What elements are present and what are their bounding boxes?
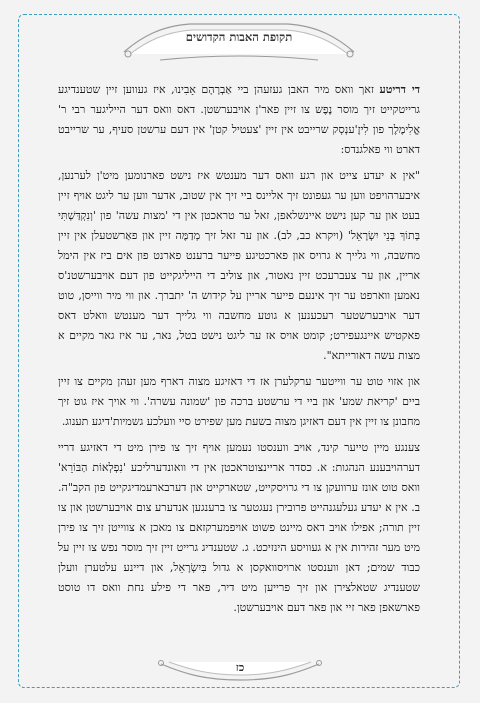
paragraph-1 [58,80,420,160]
paragraph-1-lead: די דריטע [379,83,420,96]
paragraph-1-text: זאך וואס מיר האבן געזעהן ביי אַבְרָהָם אָבִינוּ, איז געווען זיין שטענדיגע גרייטקייט זיך מוסר נֶפֶש צו זיין פאר'ן אויבערשטן. דאס וואס דער הייליגער רבי ר' אֱלִימֶלֶך פון לִיזֶ'ענְסְק שרייבט אין זיין 'צעטיל קטן' אין דעם ערשטן סעיף, ער שרייבט דארט ווי פאלגנדס: [58,83,420,156]
paragraph-3 [58,372,420,432]
paragraph-4 [58,438,420,618]
paragraph-4-text: צענגע מיין טייער קינד, אויב ווענסטו נעמען אויף זיך צו פירן מיט די דאזיגע דריי דערהויבענע הנהגות: א. כסדר אריינצוטראכטן אין די וואונדערליכע 'נִפְלְאוֹת הַבּוֹרֵא' וואס טוט אונז ערוועקן צו די גרויסקייט, שטארקייט און דערבארעמדיגקייט פון הקב"ה. ב. אין א יעדע געלעגנהייט פרובירן נעגטער צו ברענגען אנדערע צום אויבערשטן און צו זיין תורה; אפילו אויב דאס מיינט פשוט אויפמערקזאם צו מאכן א צווייטן זיך צו פירן מיט מער זהירות אין א געוויסע הינזיכט. ג. שטענדיג גרייט זיין זיך מוסר נפש צו זיין על כבוד שמים; דאן ווענסטו ארויסוואקסן א גדול בִּיִשְׂרָאֵל, און דיינע עלטערן וועלן שטענדיג שטאלצירן און זיך פרייען מיט דיר, פאר די פילע נחת וואס דו טוסט פארשאפן פאר זיי און פאר דעם אויבערשטן. [58,441,420,614]
page-number: כז [235,661,245,674]
paragraph-2-text: "אין א יעדע צייט און רגע וואס דער מענטש איז נישט פארנומען מיט'ן לערנען, איבערהויפט ווען ער געפונט זיך אליינס ביי זיך אין שטוב, אדער ווען ער ליגט אויף זיין בעט און ער קען נישט איינשלאפן, זאל ער טראכטן אין די 'מצות עשה' פון 'וְנִקְדַּשְׁתִּי בְּתוֹךְ בְּנֵי יִשְׂרָאֵל' (ויקרא כב, לב). און ער זאל זיך מְדַמֶּה זיין און פאַרשטעלן אין זיין מחשבה, ווי גלייך א גרויס און פארכטיגע פייער ברענט פארנט פון אים ביז אין הימל אריין, און ער צעברעכט זיין נאטור, און צוליב די הייליגקייט פון דעם אויבערשטנ'ס נאמען ווארפט ער זיך אינעם פייער אריין על קידוש ה' יתברך. און ווי מיר ווייסן, טוט דער אויבערשטער רעכענען א גוטע מחשבה ווי גלייך דער מענטש וואלט דאס פאקטיש איינגעפירט; קומט אויס אז ער ליגט נישט בטל, נאר, ער איז גאר מקיים א מצות עשה דאורייתא". [58,169,420,362]
paragraph-3-text: און אזוי טוט ער ווייטער ערקלערן אז די דאזיגע מצוה דארף מען זעהן מקיים צו זיין ביים 'קריאת שמע' און ביי די ערשטע ברכה פון 'שמונה עשרה'. ווי אויך איז גוט זיך מחבונן צו זיין אין דעם דאזיגן מצוה בשעת מען שפירט סיי וועלכע גשמיות'דיגע תענוג. [58,375,420,428]
paragraph-2 [58,166,420,366]
running-header-title: תקופת האבות הקדושים [185,30,293,44]
main-text [58,80,420,624]
